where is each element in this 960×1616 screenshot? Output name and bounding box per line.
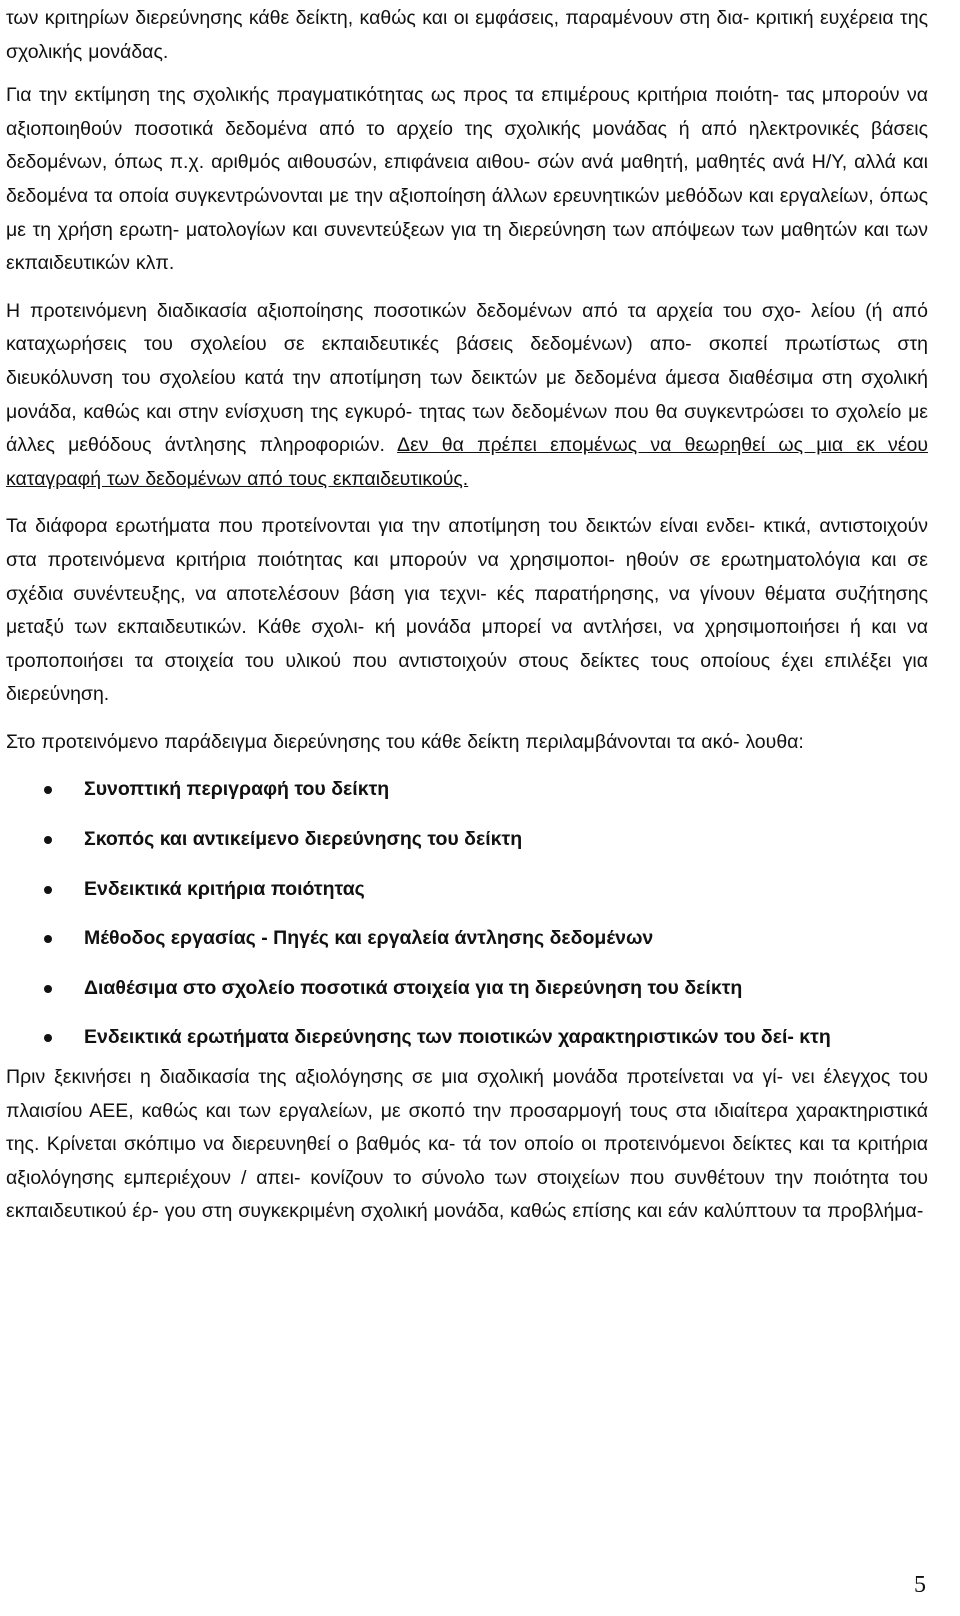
bullet-icon bbox=[44, 836, 52, 844]
list-item bbox=[6, 773, 928, 807]
list-item bbox=[6, 873, 928, 907]
page-number: 5 bbox=[914, 1572, 926, 1598]
underlined-note: Δεν θα πρέπει επομένως να θεωρηθεί ως μια εκ νέου καταγραφή των δεδομένων από τους εκπαιδευτικούς. bbox=[6, 434, 929, 490]
list-item bbox=[6, 823, 928, 857]
bullet-icon bbox=[44, 886, 52, 894]
list-item-text: Συνοπτική περιγραφή του δείκτη bbox=[84, 778, 390, 801]
paragraph-quantitative-data: Για την εκτίμηση της σχολικής πραγματικότητας ως προς τα επιμέρους κριτήρια ποιότη- τας μπορούν να αξιοποιηθούν ποσοτικά δεδομένα από το αρχείο της σχολικής μονάδας ή από ηλεκτρονικές βάσεις δεδομένων, όπως π.χ. αριθμός αιθουσών, επιφάνεια αιθου- σών ανά μαθητή, μαθητές ανά Η/Υ, αλλά και δεδομένα τα οποία συγκεντρώνονται με την αξιοποίηση άλλων ερευνητικών μεθόδων και εργαλείων, όπως με τη χρήση ερωτη- ματολογίων και συνεντεύξεων για τη διερεύνηση των απόψεων των μαθητών και των εκπαιδευτικών κλπ. bbox=[6, 84, 928, 275]
paragraph-data-process-text: Η προτεινόμενη διαδικασία αξιοποίησης ποσοτικών δεδομένων από τα αρχεία του σχο- λείου (ή από καταχωρήσεις του σχολείου σε εκπαιδευτικές βάσεις δεδομένων) απο- σκοπεί πρωτίστως στη διευκόλυνση του σχολείου κατά την αποτίμηση των δεικτών με δεδομένα άμεσα διαθέσιμα στη σχολική μονάδα, καθώς και στην ενίσχυση της εγκυρό- τητας των δεδομένων που θα συγκεντρώσει το σχολείο με άλλες μεθόδους άντλησης πληροφοριών. bbox=[6, 299, 928, 457]
list-item-text: Ενδεικτικά ερωτήματα διερεύνησης των ποιοτικών χαρακτηριστικών του δεί- κτη bbox=[84, 1026, 831, 1049]
list-item-text: Ενδεικτικά κριτήρια ποιότητας bbox=[84, 877, 365, 900]
bullet-list bbox=[6, 773, 928, 1055]
paragraph-adaptation: Πριν ξεκινήσει η διαδικασία της αξιολόγησης σε μια σχολική μονάδα προτείνεται να γί- νει έλεγχος του πλαισίου ΑΕΕ, καθώς και των εργαλείων, με σκοπό την προσαρμογή τους στα ιδιαίτερα χαρακτηριστικά της. Κρίνεται σκόπιμο να διερευνηθεί ο βαθμός κα- τά τον οποίο οι προτεινόμενοι δείκτες και τα κριτήρια αξιολόγησης εμπεριέχουν / απει- κονίζουν το σύνολο των στοιχείων που συνθέτουν την ποιότητα του εκπαιδευτικού έρ- γου στη συγκεκριμένη σχολική μονάδα, καθώς επίσης και εάν καλύπτουν τα προβλήμα- bbox=[6, 1066, 928, 1223]
paragraph-intro-continuation: των κριτηρίων διερεύνησης κάθε δείκτη, καθώς και οι εμφάσεις, παραμένουν στη δια- κριτική ευχέρεια της σχολικής μονάδας. bbox=[6, 7, 928, 63]
paragraph-example-contents: Στο προτεινόμενο παράδειγμα διερεύνησης του κάθε δείκτη περιλαμβάνονται τα ακό- λουθα: bbox=[6, 730, 804, 753]
list-item-text: Διαθέσιμα στο σχολείο ποσοτικά στοιχεία για τη διερεύνηση του δείκτη bbox=[84, 976, 743, 999]
document-page bbox=[6, 2, 928, 1243]
paragraph-indicative-questions: Τα διάφορα ερωτήματα που προτείνονται για την αποτίμηση του δεικτών είναι ενδει- κτικά, αντιστοιχούν στα προτεινόμενα κριτήρια ποιότητας και μπορούν να χρησιμοποι- ηθούν σε ερωτηματολόγια και σε σχέδια συνέντευξης, να αποτελέσουν βάση για τεχνι- κές παρατήρησης, να γίνουν θέματα συζήτησης μεταξύ των εκπαιδευτικών. Κάθε σχολι- κή μονάδα μπορεί να αντλήσει, να χρησιμοποιήσει ή και να τροποποιήσει τα στοιχεία του υλικού που αντιστοιχούν στους δείκτες τους οποίους έχει επιλέξει για διερεύνηση. bbox=[6, 515, 928, 706]
list-item bbox=[6, 1021, 928, 1055]
paragraph-data-process bbox=[6, 295, 928, 497]
bullet-icon bbox=[44, 985, 52, 993]
bullet-icon bbox=[44, 786, 52, 794]
list-item bbox=[6, 972, 928, 1006]
list-item bbox=[6, 922, 928, 956]
bullet-icon bbox=[44, 1034, 52, 1042]
bullet-icon bbox=[44, 935, 52, 943]
list-item-text: Μέθοδος εργασίας - Πηγές και εργαλεία άντλησης δεδομένων bbox=[84, 927, 654, 950]
list-item-text: Σκοπός και αντικείμενο διερεύνησης του δείκτη bbox=[84, 828, 523, 851]
